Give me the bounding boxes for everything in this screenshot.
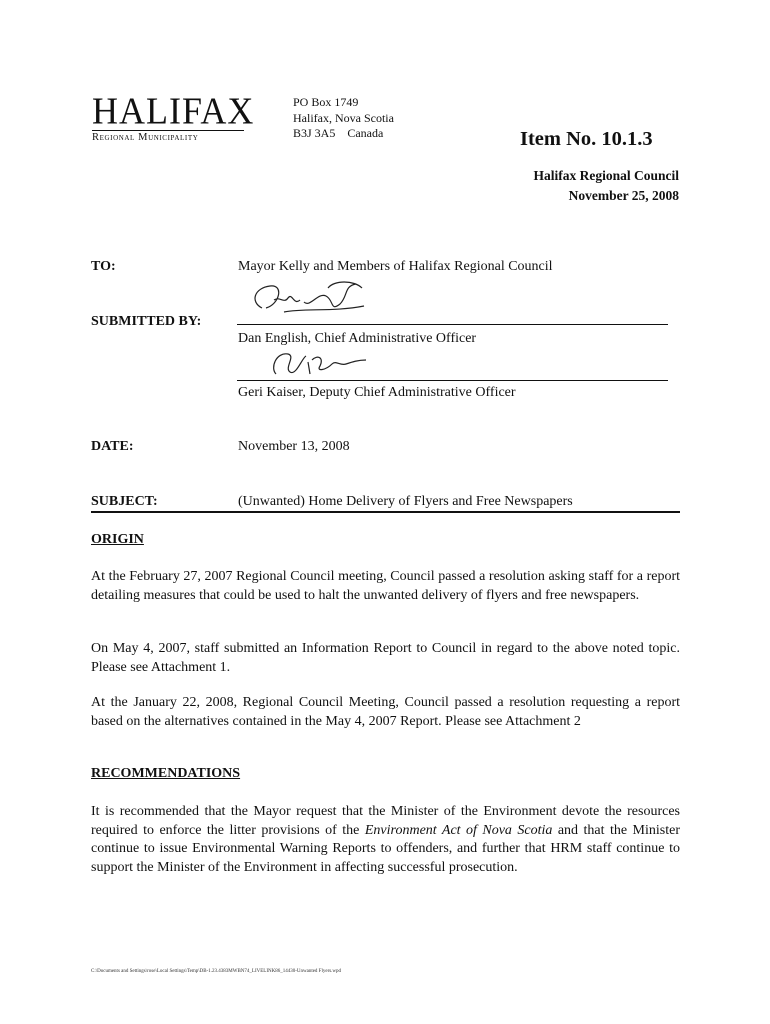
mailing-address xyxy=(293,95,394,142)
signature-line-1 xyxy=(237,324,668,325)
to-value: Mayor Kelly and Members of Halifax Regional Council xyxy=(238,259,553,274)
council-date: November 25, 2008 xyxy=(568,188,679,203)
act-name: Environment Act of Nova Scotia xyxy=(364,822,553,838)
origin-heading: ORIGIN xyxy=(91,532,144,547)
logo-subtitle: Regional Municipality xyxy=(92,130,244,143)
submitted-by-label: SUBMITTED BY: xyxy=(91,314,202,329)
address-line-2: Halifax, Nova Scotia xyxy=(293,110,394,125)
recommendations-paragraph xyxy=(91,803,680,877)
recommendation-text-after: and that the Minister continue to issue Environmental Warning Reports to offenders, and further that HRM staff continue to support the Minister of the Environment in affecting successful prosecution. xyxy=(91,822,680,875)
subject-label: SUBJECT: xyxy=(91,494,158,509)
signature-line-2 xyxy=(237,380,668,381)
date-label: DATE: xyxy=(91,439,134,454)
subject-divider xyxy=(91,511,680,513)
item-number: Item No. 10.1.3 xyxy=(520,128,653,150)
date-value: November 13, 2008 xyxy=(238,439,350,454)
signer-2: Geri Kaiser, Deputy Chief Administrative Officer xyxy=(238,385,516,400)
recommendation-text-before: It is recommended that the Mayor request that the Minister of the Environment devote the resources required to enforce the litter provisions of the xyxy=(91,804,680,838)
origin-paragraph-2: On May 4, 2007, staff submitted an Information Report to Council in regard to the above noted topic. Please see Attachment 1. xyxy=(91,641,680,675)
council-name: Halifax Regional Council xyxy=(533,168,679,183)
origin-paragraph-1: At the February 27, 2007 Regional Council meeting, Council passed a resolution asking staff for a report detailing measures that could be used to halt the unwanted delivery of flyers and free newspapers. xyxy=(91,569,680,603)
council-block xyxy=(533,166,679,206)
address-line-3: B3J 3A5 Canada xyxy=(293,126,384,140)
origin-paragraph-3: At the January 22, 2008, Regional Council Meeting, Council passed a resolution requesting a report based on the alternatives contained in the May 4, 2007 Report. Please see Attachment 2 xyxy=(91,695,680,729)
subject-value: (Unwanted) Home Delivery of Flyers and Free Newspapers xyxy=(238,494,573,509)
signature-geri-kaiser xyxy=(262,348,372,380)
to-label: TO: xyxy=(91,259,116,274)
recommendations-heading: RECOMMENDATIONS xyxy=(91,766,241,781)
signer-1: Dan English, Chief Administrative Officer xyxy=(238,331,477,346)
signature-dan-english xyxy=(244,278,374,324)
halifax-logo xyxy=(92,89,255,143)
address-line-1: PO Box 1749 xyxy=(293,95,359,109)
logo-wordmark: HALIFAX xyxy=(92,89,255,132)
file-path-footer: C:\Documents and Settings\rose\Local Settings\Temp\DB-1.23.4383MWBN74_LIVELINK86_14430-Unwanted Flyers.wpd xyxy=(91,969,342,974)
